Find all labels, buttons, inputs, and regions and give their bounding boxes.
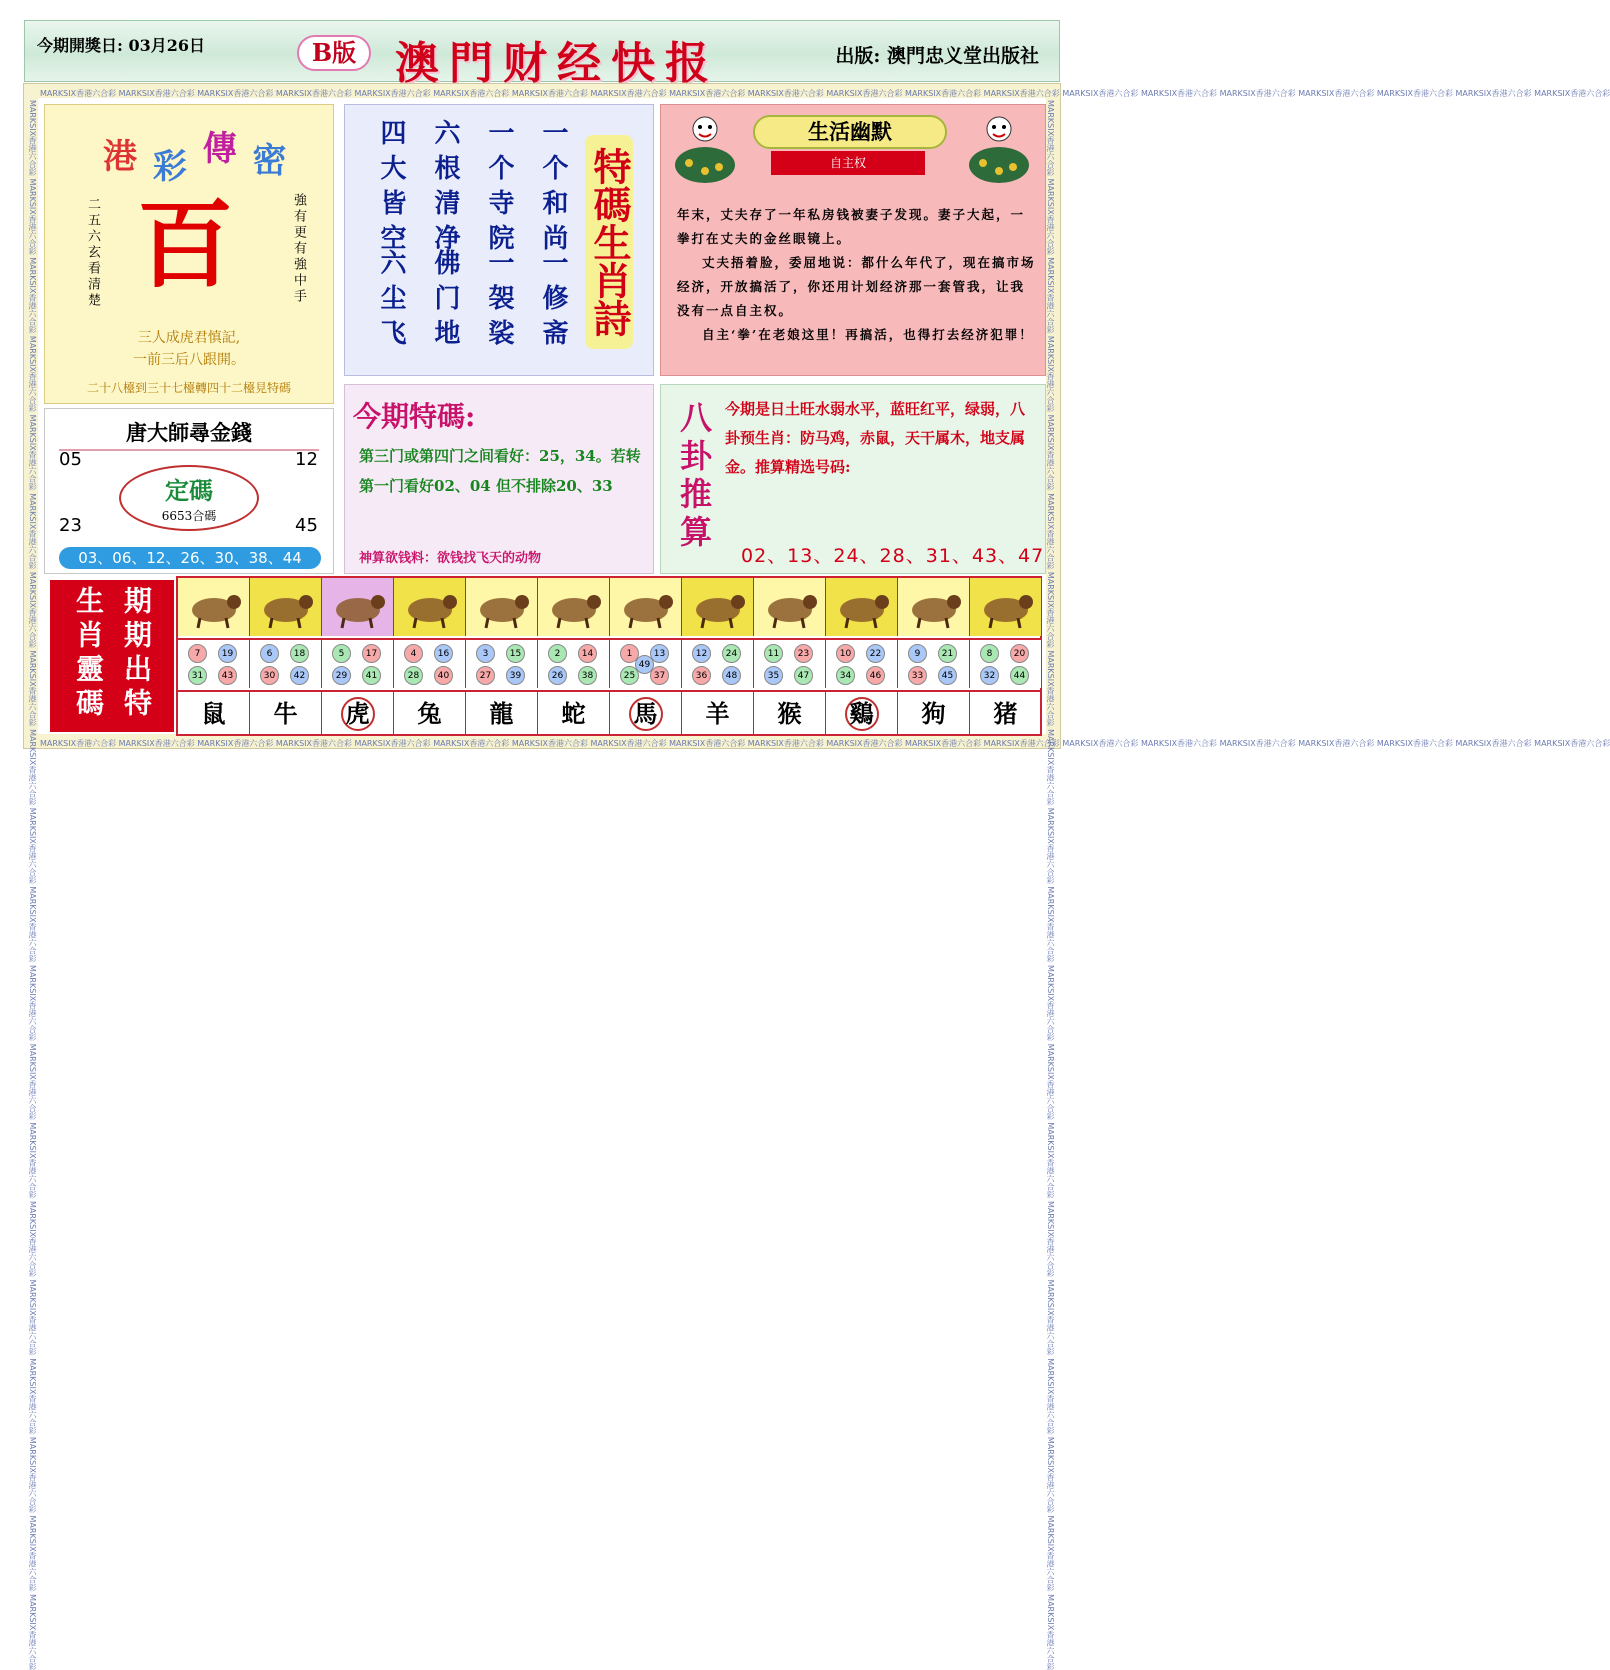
zodiac-name: 虎 — [341, 697, 375, 731]
secret-right-col: 強有更有強中手 — [291, 193, 306, 305]
number-ball: 13 — [650, 644, 669, 663]
number-ball: 32 — [980, 666, 999, 685]
number-ball: 6 — [260, 644, 279, 663]
zodiac-name-cell — [826, 690, 898, 734]
number-ball: 15 — [506, 644, 525, 663]
number-ball: 26 — [548, 666, 567, 685]
zodiac-name-cell — [970, 690, 1042, 734]
humor-paragraph: 自主‘拳’在老娘这里！再搞活，也得打去经济犯罪！ — [702, 327, 1034, 342]
number-ball: 12 — [692, 644, 711, 663]
number-ball: 47 — [794, 666, 813, 685]
number-ball: 11 — [764, 644, 783, 663]
poem-col-4a: 四大皆空 — [376, 119, 406, 259]
number-ball: 42 — [290, 666, 309, 685]
number-ball: 49 — [635, 655, 654, 674]
number-ball: 23 — [794, 644, 813, 663]
gold-corner-number: 45 — [295, 515, 318, 536]
number-ball: 35 — [764, 666, 783, 685]
zodiac-label — [50, 580, 174, 732]
number-ball: 36 — [692, 666, 711, 685]
zodiac-numbers-cell — [250, 638, 322, 688]
zodiac-name-cell — [754, 690, 826, 734]
zodiac-label-col: 生肖靈碼 — [72, 586, 105, 722]
secret-title-char: 彩 — [152, 147, 189, 187]
bagua-numbers: 02、13、24、28、31、43、47 — [741, 545, 1045, 567]
number-ball: 22 — [866, 644, 885, 663]
page-title: 澳門财经快报 — [395, 38, 719, 89]
zodiac-name: 猪 — [993, 699, 1018, 728]
zodiac-grid — [176, 576, 1042, 736]
zodiac-name-cell — [610, 690, 682, 734]
number-ball: 48 — [722, 666, 741, 685]
number-ball: 38 — [578, 666, 597, 685]
secret-big-char: 百 — [137, 188, 233, 301]
number-ball: 34 — [836, 666, 855, 685]
humor-paragraph: 丈夫捂着脸，委屈地说：都什么年代了，现在搞市场经济，开放搞活了，你还用计划经济那一套管我，让我没有一点自主权。 — [677, 255, 1036, 318]
zodiac-picture-cell — [970, 578, 1042, 636]
humor-panel — [660, 104, 1046, 376]
divider — [59, 449, 319, 451]
number-ball: 41 — [362, 666, 381, 685]
special-text: 第三门或第四门之间看好：25，34。若转第一门看好02、04 但不排除20、33 — [359, 447, 641, 495]
zodiac-numbers-cell — [538, 638, 610, 688]
zodiac-name: 鷄 — [845, 697, 879, 731]
bagua-text: 今期是日土旺水弱水平，蓝旺红平，绿弱，八卦预生肖：防马鸡，赤鼠，天干属木，地支属金。推算精选号码: — [725, 400, 1026, 476]
number-ball: 29 — [332, 666, 351, 685]
zodiac-name: 羊 — [705, 699, 730, 728]
zodiac-name: 猴 — [777, 699, 802, 728]
secret-lines — [45, 327, 333, 371]
secret-title — [103, 121, 289, 187]
zodiac-name: 蛇 — [561, 699, 586, 728]
zodiac-name: 牛 — [273, 699, 298, 728]
fixed-code-sub: 6653合碼 — [161, 509, 217, 523]
fixed-code-oval — [119, 465, 259, 531]
number-ball: 28 — [404, 666, 423, 685]
border-strip-text: MARKSIX香港六合彩 MARKSIX香港六合彩 MARKSIX香港六合彩 MARKSIX香港六合彩 MARKSIX香港六合彩 MARKSIX香港六合彩 MARKSIX香港六合彩 MARKSIX香港六合彩 MARKSIX香港六合彩 MARKSIX香港六合彩 MARKSIX香港六合彩 MARKSIX香港六合彩 MARKSIX香港六合彩 MARKSIX香港六合彩 MARKSIX香港六合彩 MARKSIX香港六合彩 MARKSIX香港六合彩 MARKSIX香港六合彩 MARKSIX香港六合彩 MARKSIX香港六合彩 — [40, 89, 1610, 98]
number-ball: 37 — [650, 666, 669, 685]
number-ball: 2 — [548, 644, 567, 663]
number-ball: 14 — [578, 644, 597, 663]
zodiac-picture-cell — [898, 578, 970, 636]
goat-icon — [682, 578, 754, 636]
gold-corner-number: 05 — [59, 449, 82, 470]
monkey-icon — [754, 578, 826, 636]
number-ball: 24 — [722, 644, 741, 663]
number-ball: 46 — [866, 666, 885, 685]
zodiac-numbers-cell — [898, 638, 970, 688]
humor-paragraph: 年末，丈夫存了一年私房钱被妻子发现。妻子大起，一拳打在丈夫的金丝眼镜上。 — [677, 207, 1026, 246]
number-ball: 44 — [1010, 666, 1029, 685]
zodiac-name-cell — [394, 690, 466, 734]
special-title: 今期特碼: — [353, 400, 476, 433]
secret-panel — [44, 104, 334, 404]
number-ball: 25 — [620, 666, 639, 685]
gold-corner-number: 12 — [295, 449, 318, 470]
draw-date: 今期開獎日: 03月26日 — [37, 36, 206, 55]
zodiac-name: 兔 — [417, 699, 442, 728]
ox-icon — [250, 578, 322, 636]
zodiac-numbers-cell — [682, 638, 754, 688]
bagua-label: 八卦推算 — [675, 401, 713, 553]
pig-icon — [970, 578, 1042, 636]
zodiac-picture-cell — [178, 578, 250, 636]
number-ball: 3 — [476, 644, 495, 663]
number-ball: 30 — [260, 666, 279, 685]
secret-title-char: 傳 — [202, 129, 239, 169]
poem-label: 特碼生肖詩 — [585, 135, 633, 349]
zodiac-picture-cell — [250, 578, 322, 636]
zodiac-picture-cell — [394, 578, 466, 636]
number-ball: 21 — [938, 644, 957, 663]
tiger-icon — [322, 578, 394, 636]
humor-author: 自主权 — [771, 151, 925, 175]
poem-col-4b: 六尘飞 — [376, 249, 406, 354]
zodiac-name-cell — [898, 690, 970, 734]
humor-title: 生活幽默 — [753, 115, 947, 149]
secret-line: 三人成虎君慎記, — [137, 330, 241, 346]
number-ball: 39 — [506, 666, 525, 685]
border-strip-text: MARKSIX香港六合彩 MARKSIX香港六合彩 MARKSIX香港六合彩 MARKSIX香港六合彩 MARKSIX香港六合彩 MARKSIX香港六合彩 MARKSIX香港六合彩 MARKSIX香港六合彩 MARKSIX香港六合彩 MARKSIX香港六合彩 MARKSIX香港六合彩 MARKSIX香港六合彩 MARKSIX香港六合彩 MARKSIX香港六合彩 MARKSIX香港六合彩 MARKSIX香港六合彩 MARKSIX香港六合彩 MARKSIX香港六合彩 MARKSIX香港六合彩 MARKSIX香港六合彩 — [1046, 100, 1055, 1670]
snake-icon — [538, 578, 610, 636]
number-ball: 20 — [1010, 644, 1029, 663]
zodiac-numbers-cell — [610, 638, 682, 688]
zodiac-numbers-cell — [754, 638, 826, 688]
poem-col-1a: 一个和尚 — [538, 119, 568, 259]
number-ball: 33 — [908, 666, 927, 685]
number-ball: 9 — [908, 644, 927, 663]
border-strip-text: MARKSIX香港六合彩 MARKSIX香港六合彩 MARKSIX香港六合彩 MARKSIX香港六合彩 MARKSIX香港六合彩 MARKSIX香港六合彩 MARKSIX香港六合彩 MARKSIX香港六合彩 MARKSIX香港六合彩 MARKSIX香港六合彩 MARKSIX香港六合彩 MARKSIX香港六合彩 MARKSIX香港六合彩 MARKSIX香港六合彩 MARKSIX香港六合彩 MARKSIX香港六合彩 MARKSIX香港六合彩 MARKSIX香港六合彩 MARKSIX香港六合彩 MARKSIX香港六合彩 — [28, 100, 37, 1670]
secret-line: 一前三后八跟開。 — [133, 352, 245, 368]
number-ball: 4 — [404, 644, 423, 663]
gold-title: 唐大師尋金錢 — [126, 420, 252, 445]
zodiac-picture-cell — [754, 578, 826, 636]
zodiac-picture-cell — [610, 578, 682, 636]
zodiac-name-cell — [682, 690, 754, 734]
rabbit-icon — [394, 578, 466, 636]
bagua-panel — [660, 384, 1046, 574]
number-ball: 40 — [434, 666, 453, 685]
zodiac-name: 鼠 — [201, 699, 226, 728]
dog-icon — [898, 578, 970, 636]
header-bar — [24, 20, 1060, 89]
number-ball: 5 — [332, 644, 351, 663]
gold-panel — [44, 408, 334, 574]
number-ball: 16 — [434, 644, 453, 663]
number-ball: 17 — [362, 644, 381, 663]
number-ball: 10 — [836, 644, 855, 663]
zodiac-numbers-cell — [394, 638, 466, 688]
publisher: 出版: 澳門忠义堂出版社 — [835, 45, 1039, 67]
humor-text — [677, 203, 1039, 347]
secret-title-char: 密 — [252, 141, 289, 181]
zodiac-numbers-cell — [466, 638, 538, 688]
moneybag-figure-icon — [669, 111, 741, 185]
gold-corner-number: 23 — [59, 515, 82, 536]
dragon-icon — [466, 578, 538, 636]
gold-numbers: 03、06、12、26、30、38、44 — [59, 547, 321, 569]
number-ball: 27 — [476, 666, 495, 685]
zodiac-label-col: 期期出特 — [120, 586, 153, 722]
zodiac-numbers-cell — [826, 638, 898, 688]
zodiac-picture-cell — [466, 578, 538, 636]
edition-badge: B版 — [297, 35, 371, 71]
zodiac-picture-cell — [682, 578, 754, 636]
number-ball: 45 — [938, 666, 957, 685]
secret-title-char: 港 — [103, 137, 139, 177]
zodiac-name-cell — [322, 690, 394, 734]
zodiac-numbers-cell — [970, 638, 1042, 688]
horse-icon — [610, 578, 682, 636]
zodiac-name: 狗 — [921, 699, 946, 728]
zodiac-name-cell — [250, 690, 322, 734]
secret-footer: 二十八檯到三十七檯轉四十二檯見特碼 — [86, 381, 291, 395]
number-ball: 7 — [188, 644, 207, 663]
number-ball: 8 — [980, 644, 999, 663]
special-code-panel — [344, 384, 654, 574]
zodiac-picture-cell — [826, 578, 898, 636]
rooster-icon — [826, 578, 898, 636]
zodiac-name: 龍 — [489, 699, 514, 728]
special-footer: 神算欲钱料：欲钱找飞天的动物 — [359, 551, 542, 566]
poem-col-3a: 六根清净 — [430, 119, 460, 259]
poem-col-3b: 佛门地 — [430, 249, 460, 354]
zodiac-name: 馬 — [629, 697, 663, 731]
number-ball: 19 — [218, 644, 237, 663]
poem-col-2b: 一袈裟 — [484, 249, 514, 354]
number-ball: 1 — [620, 644, 639, 663]
number-ball: 18 — [290, 644, 309, 663]
poem-col-1b: 一修斋 — [538, 249, 568, 354]
poem-col-2a: 一个寺院 — [484, 119, 514, 259]
moneybag-figure-icon — [963, 111, 1035, 185]
zodiac-picture-cell — [538, 578, 610, 636]
zodiac-name-cell — [466, 690, 538, 734]
zodiac-name-cell — [178, 690, 250, 734]
zodiac-picture-cell — [322, 578, 394, 636]
border-strip-text: MARKSIX香港六合彩 MARKSIX香港六合彩 MARKSIX香港六合彩 MARKSIX香港六合彩 MARKSIX香港六合彩 MARKSIX香港六合彩 MARKSIX香港六合彩 MARKSIX香港六合彩 MARKSIX香港六合彩 MARKSIX香港六合彩 MARKSIX香港六合彩 MARKSIX香港六合彩 MARKSIX香港六合彩 MARKSIX香港六合彩 MARKSIX香港六合彩 MARKSIX香港六合彩 MARKSIX香港六合彩 MARKSIX香港六合彩 MARKSIX香港六合彩 MARKSIX香港六合彩 — [40, 739, 1610, 748]
number-ball: 43 — [218, 666, 237, 685]
fixed-code-title: 定碼 — [165, 476, 213, 505]
secret-left-col: 二五六玄看清楚 — [85, 197, 100, 309]
zodiac-numbers-cell — [178, 638, 250, 688]
zodiac-name-cell — [538, 690, 610, 734]
poem-panel — [344, 104, 654, 376]
number-ball: 31 — [188, 666, 207, 685]
rat-icon — [178, 578, 250, 636]
zodiac-numbers-cell — [322, 638, 394, 688]
